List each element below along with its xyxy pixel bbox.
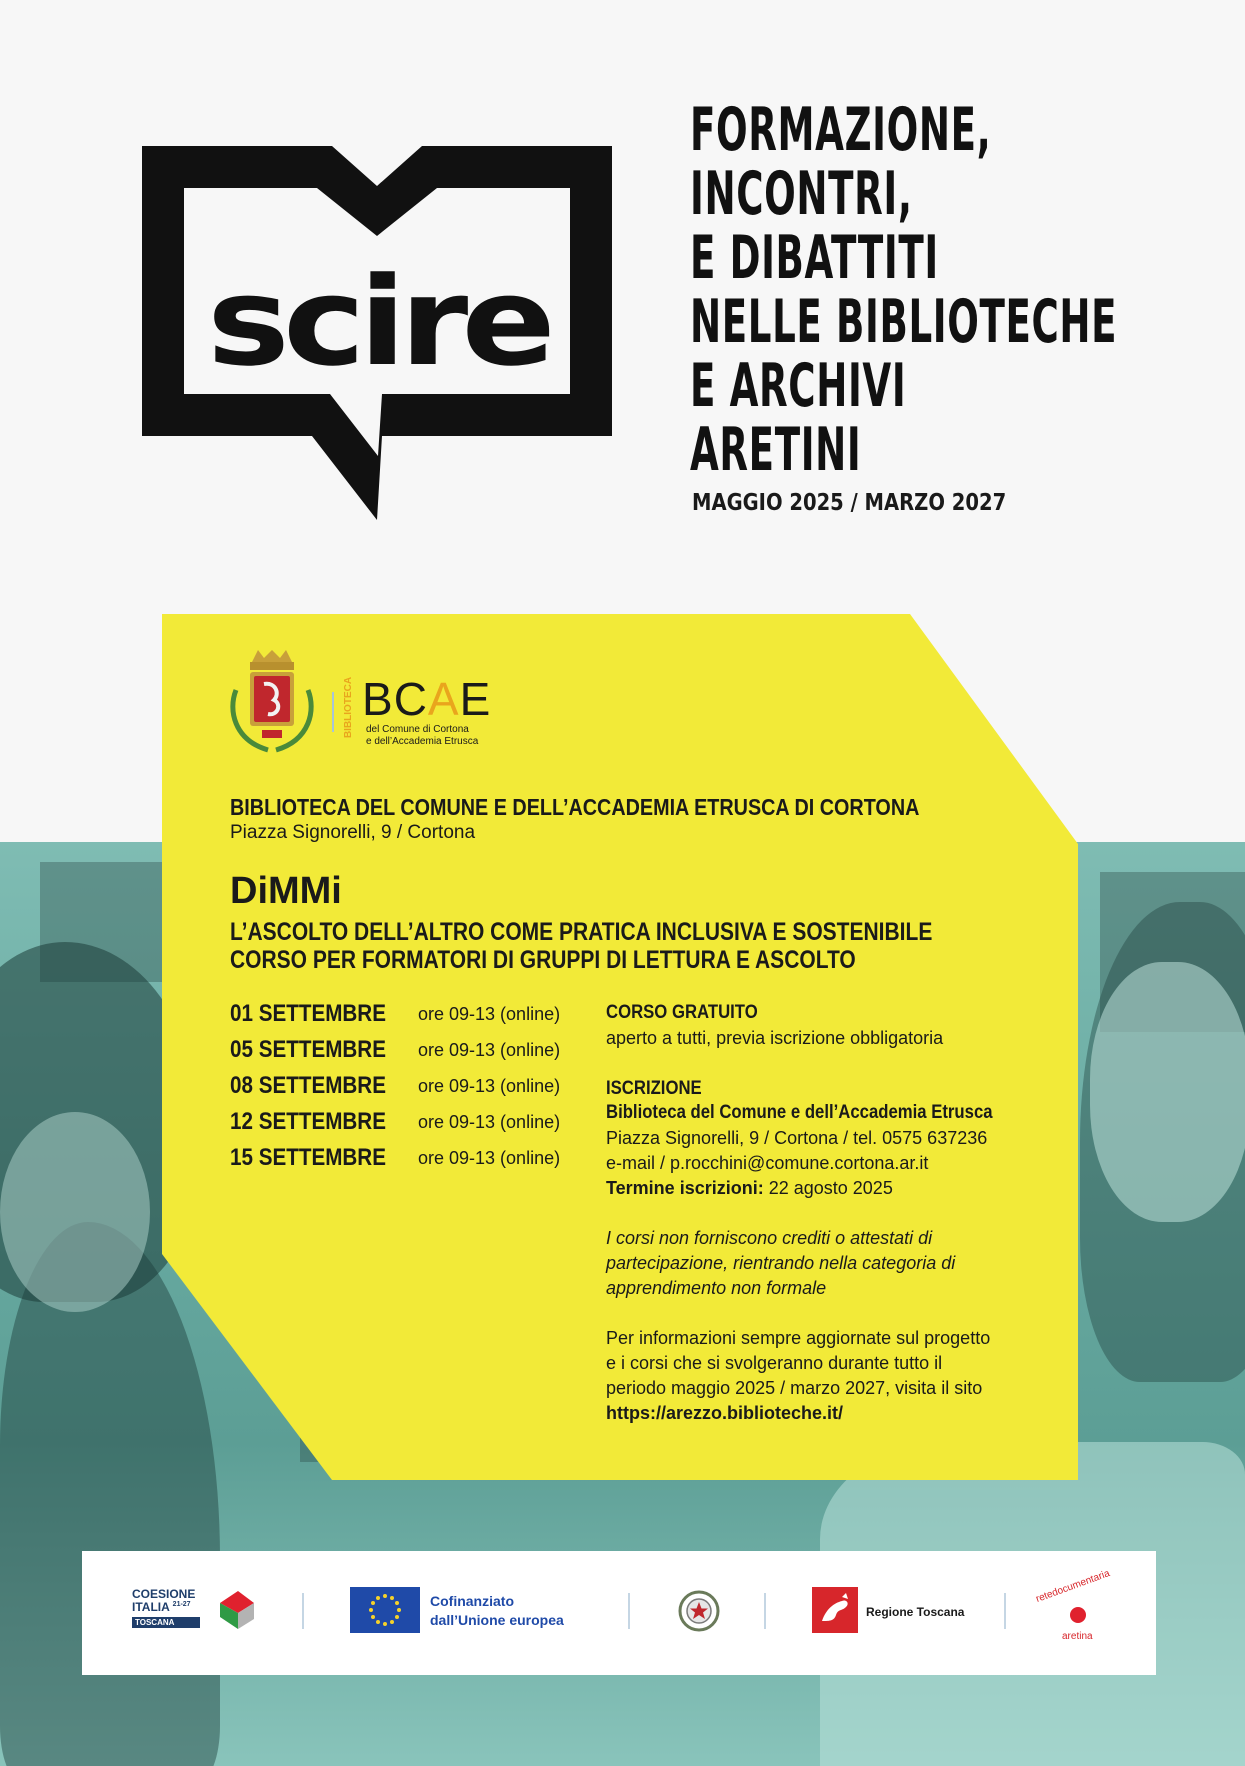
rete-documentaria-logo: [1034, 1568, 1122, 1647]
session-date: 08 SETTEMBRE: [230, 1072, 386, 1099]
free-course-heading: CORSO GRATUITO: [606, 1002, 758, 1023]
coesione-arrow-icon: [216, 1589, 256, 1631]
bcae-vertical-label: BIBLIOTECA: [343, 676, 355, 739]
coesione-italia-logo: [132, 1587, 262, 1641]
session-date: 05 SETTEMBRE: [230, 1036, 386, 1063]
bcae-letter: E: [459, 673, 492, 725]
session-time: ore 09-13 (online): [418, 1076, 561, 1096]
session-date: 12 SETTEMBRE: [230, 1108, 386, 1135]
eu-flag-icon: [350, 1587, 420, 1633]
registration-address: Piazza Signorelli, 9 / Cortona / tel. 0575 637236: [606, 1128, 988, 1148]
registration-deadline: [606, 1178, 893, 1199]
headline: [690, 95, 1210, 485]
session-date: 01 SETTEMBRE: [230, 1000, 386, 1027]
bcae-letter: C: [393, 673, 428, 725]
bcae-acronym: [362, 672, 491, 726]
italian-republic-emblem-icon: [676, 1587, 722, 1635]
italia-label: [132, 1600, 191, 1614]
headline-line: E DIBATTITI: [690, 223, 939, 293]
scire-logo: [142, 146, 612, 520]
deadline-label: Termine iscrizioni:: [606, 1178, 764, 1198]
more-info-line: periodo maggio 2025 / marzo 2027, visita il sito: [606, 1378, 983, 1398]
note-line: apprendimento non formale: [606, 1278, 827, 1298]
session-time: ore 09-13 (online): [418, 1112, 561, 1132]
face-highlight: [0, 1112, 150, 1312]
coesione-label: COESIONE: [132, 1587, 196, 1601]
logo-divider: [332, 692, 334, 732]
face-highlight: [1090, 962, 1245, 1222]
course-subtitle-2: CORSO PER FORMATORI DI GRUPPI DI LETTURA E ASCOLTO: [230, 946, 856, 974]
rete-label: retedocumentaria: [1034, 1568, 1112, 1605]
project-url[interactable]: https://arezzo.biblioteche.it/: [606, 1403, 844, 1423]
scire-wordmark: scire: [207, 251, 550, 393]
coesione-years: 21-27: [172, 1601, 191, 1608]
info-panel: [162, 614, 1078, 1480]
eu-label-1: Cofinanziato: [430, 1593, 514, 1609]
eu-label-2: dall’Unione europea: [430, 1612, 564, 1628]
aretina-label: aretina: [1062, 1631, 1093, 1642]
headline-line: INCONTRI,: [690, 159, 913, 229]
more-info-line: Per informazioni sempre aggiornate sul progetto: [606, 1328, 991, 1348]
sponsor-divider: [628, 1593, 630, 1629]
headline-line: NELLE BIBLIOTECHE: [690, 287, 1118, 357]
course-subtitle-1: L’ASCOLTO DELL’ALTRO COME PRATICA INCLUSIVA E SOSTENIBILE: [230, 918, 933, 946]
headline-line: ARETINI: [690, 415, 862, 485]
session-time: ore 09-13 (online): [418, 1004, 561, 1024]
registration-org: Biblioteca del Comune e dell’Accademia Etrusca: [606, 1102, 993, 1123]
bcae-letter: A: [427, 673, 460, 725]
date-range: MAGGIO 2025 / MARZO 2027: [692, 490, 1007, 516]
session-time: ore 09-13 (online): [418, 1040, 561, 1060]
headline-line: FORMAZIONE,: [690, 95, 992, 165]
rete-dot-icon: [1058, 1595, 1098, 1635]
sponsor-divider: [1004, 1593, 1006, 1629]
cortona-coat-of-arms-icon: [228, 650, 316, 756]
bcae-sub-1: del Comune di Cortona: [366, 724, 469, 735]
italia-text: ITALIA: [132, 1600, 170, 1614]
registration-heading: ISCRIZIONE: [606, 1078, 702, 1099]
sponsor-bar: [82, 1551, 1156, 1675]
headline-line: E ARCHIVI: [690, 351, 907, 421]
session-time: ore 09-13 (online): [418, 1148, 561, 1168]
note-line: partecipazione, rientrando nella categoria di: [606, 1253, 956, 1273]
regione-toscana-label: Regione Toscana: [866, 1605, 965, 1619]
sponsor-divider: [764, 1593, 766, 1629]
toscana-label: TOSCANA: [132, 1617, 200, 1628]
bcae-acronym-text: [362, 673, 491, 725]
free-course-text: aperto a tutti, previa iscrizione obbligatoria: [606, 1028, 944, 1048]
deadline-value: 22 agosto 2025: [768, 1178, 893, 1198]
more-info-line: e i corsi che si svolgeranno durante tutto il: [606, 1353, 943, 1373]
session-date: 15 SETTEMBRE: [230, 1144, 386, 1171]
bcae-logo: [343, 673, 508, 756]
course-title: DiMMi: [230, 870, 342, 912]
bcae-sub-2: e dell’Accademia Etrusca: [366, 736, 479, 747]
bcae-letter: B: [362, 673, 394, 725]
regione-toscana-icon: [812, 1587, 858, 1633]
registration-email: e-mail / p.rocchini@comune.cortona.ar.it: [606, 1153, 929, 1173]
note-line: I corsi non forniscono crediti o attestati di: [606, 1228, 933, 1248]
sponsor-divider: [302, 1593, 304, 1629]
library-name: BIBLIOTECA DEL COMUNE E DELL’ACCADEMIA ETRUSCA DI CORTONA: [230, 794, 920, 820]
library-address: Piazza Signorelli, 9 / Cortona: [230, 822, 476, 843]
